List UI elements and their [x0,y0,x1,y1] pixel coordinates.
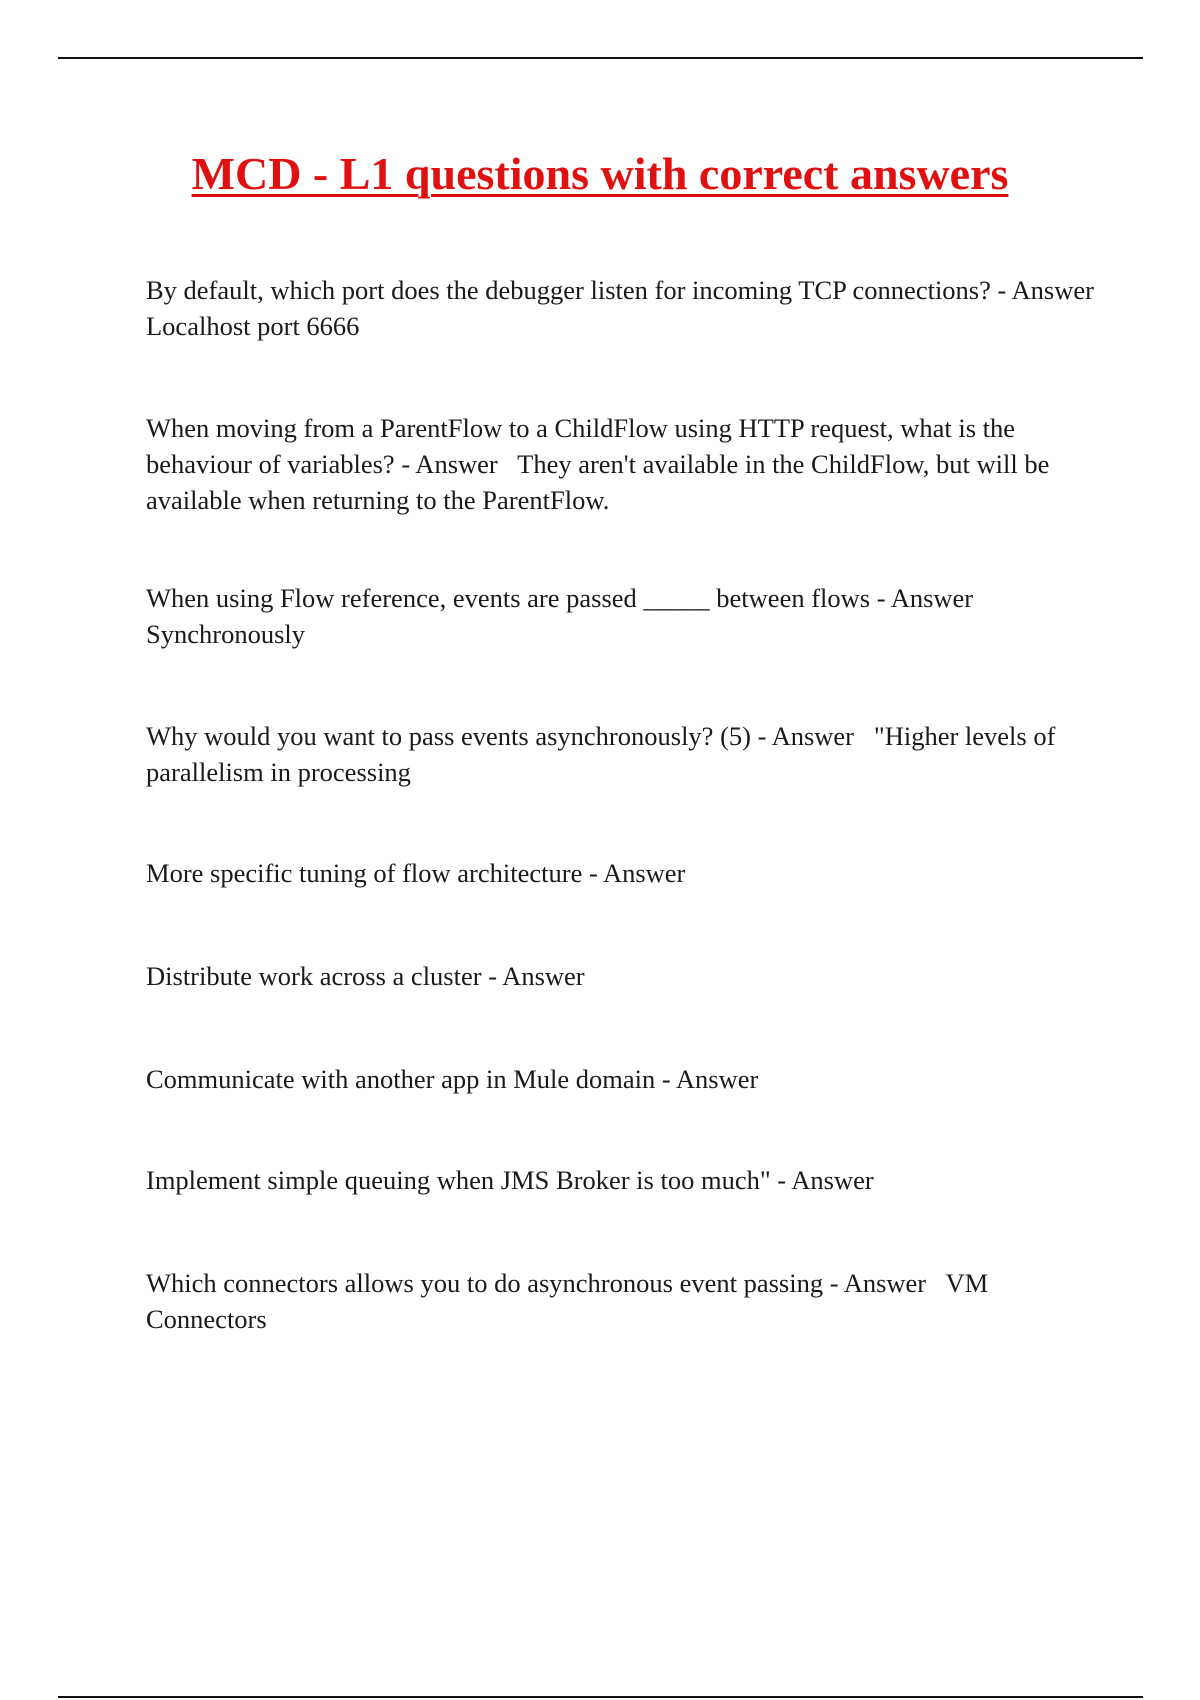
qa-item-9: Which connectors allows you to do asynchronous event passing - Answer VM Connectors [146,1268,995,1334]
qa-item-5: More specific tuning of flow architecture - Answer [146,858,686,888]
qa-item-6: Distribute work across a cluster - Answer [146,961,585,991]
bottom-divider [58,1696,1143,1698]
page-title: MCD - L1 questions with correct answers [191,148,1009,199]
top-divider [58,57,1143,59]
qa-item-4: Why would you want to pass events asynchronously? (5) - Answer "Higher levels of parallelism in processing [146,721,1063,787]
qa-item-7: Communicate with another app in Mule domain - Answer [146,1064,759,1094]
qa-item-1: By default, which port does the debugger listen for incoming TCP connections? - Answer Localhost port 6666 [146,275,1114,341]
qa-item-3: When using Flow reference, events are passed _____ between flows - Answer Synchronously [146,583,980,649]
qa-item-2: When moving from a ParentFlow to a ChildFlow using HTTP request, what is the behaviour of variables? - Answer They aren't available in the ChildFlow, but will be available when returning to the ParentFlow. [146,413,1056,515]
qa-item-8: Implement simple queuing when JMS Broker is too much" - Answer [146,1165,874,1195]
